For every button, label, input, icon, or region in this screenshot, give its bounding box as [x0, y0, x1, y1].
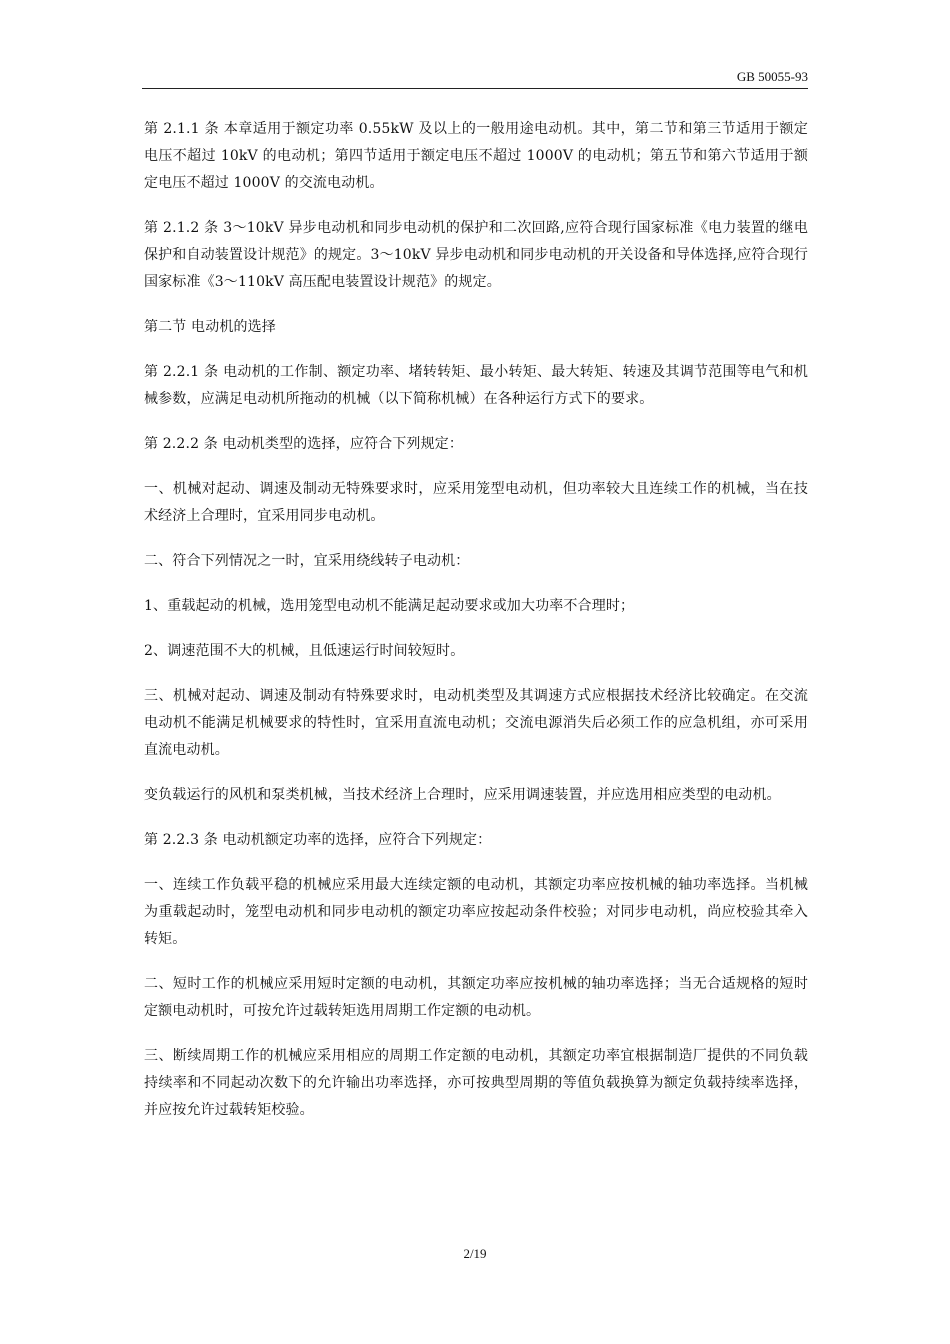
- clause-2-2-3-item-2: 二、短时工作的机械应采用短时定额的电动机，其额定功率应按机械的轴功率选择；当无合适规格的短时定额电动机时，可按允许过载转矩选用周期工作定额的电动机。: [144, 976, 808, 1019]
- clause-2-2-3-item-1: 一、连续工作负载平稳的机械应采用最大连续定额的电动机，其额定功率应按机械的轴功率选择。当机械为重载起动时，笼型电动机和同步电动机的额定功率应按起动条件校验；对同步电动机，尚应校验其牵入转矩。: [144, 877, 808, 947]
- clause-2-2-3: 第 2.2.3 条 电动机额定功率的选择，应符合下列规定：: [144, 832, 492, 848]
- document-body: [144, 116, 808, 1142]
- clause-2-2-3-item-3: 三、断续周期工作的机械应采用相应的周期工作定额的电动机，其额定功率宜根据制造厂提供的不同负载持续率和不同起动次数下的允许输出功率选择，亦可按典型周期的等值负载换算为额定负载持续率选择，并应按允许过载转矩校验。: [144, 1048, 808, 1118]
- section-heading: 第二节 电动机的选择: [144, 319, 276, 335]
- clause-2-2-2-note: 变负载运行的风机和泵类机械，当技术经济上合理时，应采用调速装置，并应选用相应类型的电动机。: [144, 787, 781, 803]
- page-number: 2/19: [463, 1246, 487, 1261]
- clause-2-2-2-item-2-sub-1: 1、重载起动的机械，选用笼型电动机不能满足起动要求或加大功率不合理时；: [144, 598, 635, 614]
- clause-2-2-2: 第 2.2.2 条 电动机类型的选择，应符合下列规定：: [144, 436, 464, 452]
- clause-2-2-2-item-3: 三、机械对起动、调速及制动有特殊要求时，电动机类型及其调速方式应根据技术经济比较确定。在交流电动机不能满足机械要求的特性时，宜采用直流电动机；交流电源消失后必须工作的应急机组，亦可采用直流电动机。: [144, 688, 808, 758]
- clause-2-1-2: 第 2.1.2 条 3～10kV 异步电动机和同步电动机的保护和二次回路,应符合现行国家标准《电力装置的继电保护和自动装置设计规范》的规定。3～10kV 异步电动机和同步电动机的开关设备和导体选择,应符合现行国家标准《3～110kV 高压配电装置设计规范》的规定。: [144, 220, 808, 290]
- clause-2-2-2-item-1: 一、机械对起动、调速及制动无特殊要求时，应采用笼型电动机，但功率较大且连续工作的机械，当在技术经济上合理时，宜采用同步电动机。: [144, 481, 808, 524]
- clause-2-2-2-item-2: 二、符合下列情况之一时，宜采用绕线转子电动机：: [144, 553, 470, 569]
- page-header: [142, 68, 808, 89]
- clause-2-2-1: 第 2.2.1 条 电动机的工作制、额定功率、堵转转矩、最小转矩、最大转矩、转速及其调节范围等电气和机械参数，应满足电动机所拖动的机械（以下简称机械）在各种运行方式下的要求。: [144, 364, 808, 407]
- document-code: GB 50055-93: [736, 69, 808, 84]
- clause-2-1-1: 第 2.1.1 条 本章适用于额定功率 0.55kW 及以上的一般用途电动机。其中，第二节和第三节适用于额定电压不超过 10kV 的电动机；第四节适用于额定电压不超过 1000V 的电动机；第五节和第六节适用于额定电压不超过 1000V 的交流电动机。: [144, 121, 808, 191]
- clause-2-2-2-item-2-sub-2: 2、调速范围不大的机械，且低速运行时间较短时。: [144, 643, 465, 659]
